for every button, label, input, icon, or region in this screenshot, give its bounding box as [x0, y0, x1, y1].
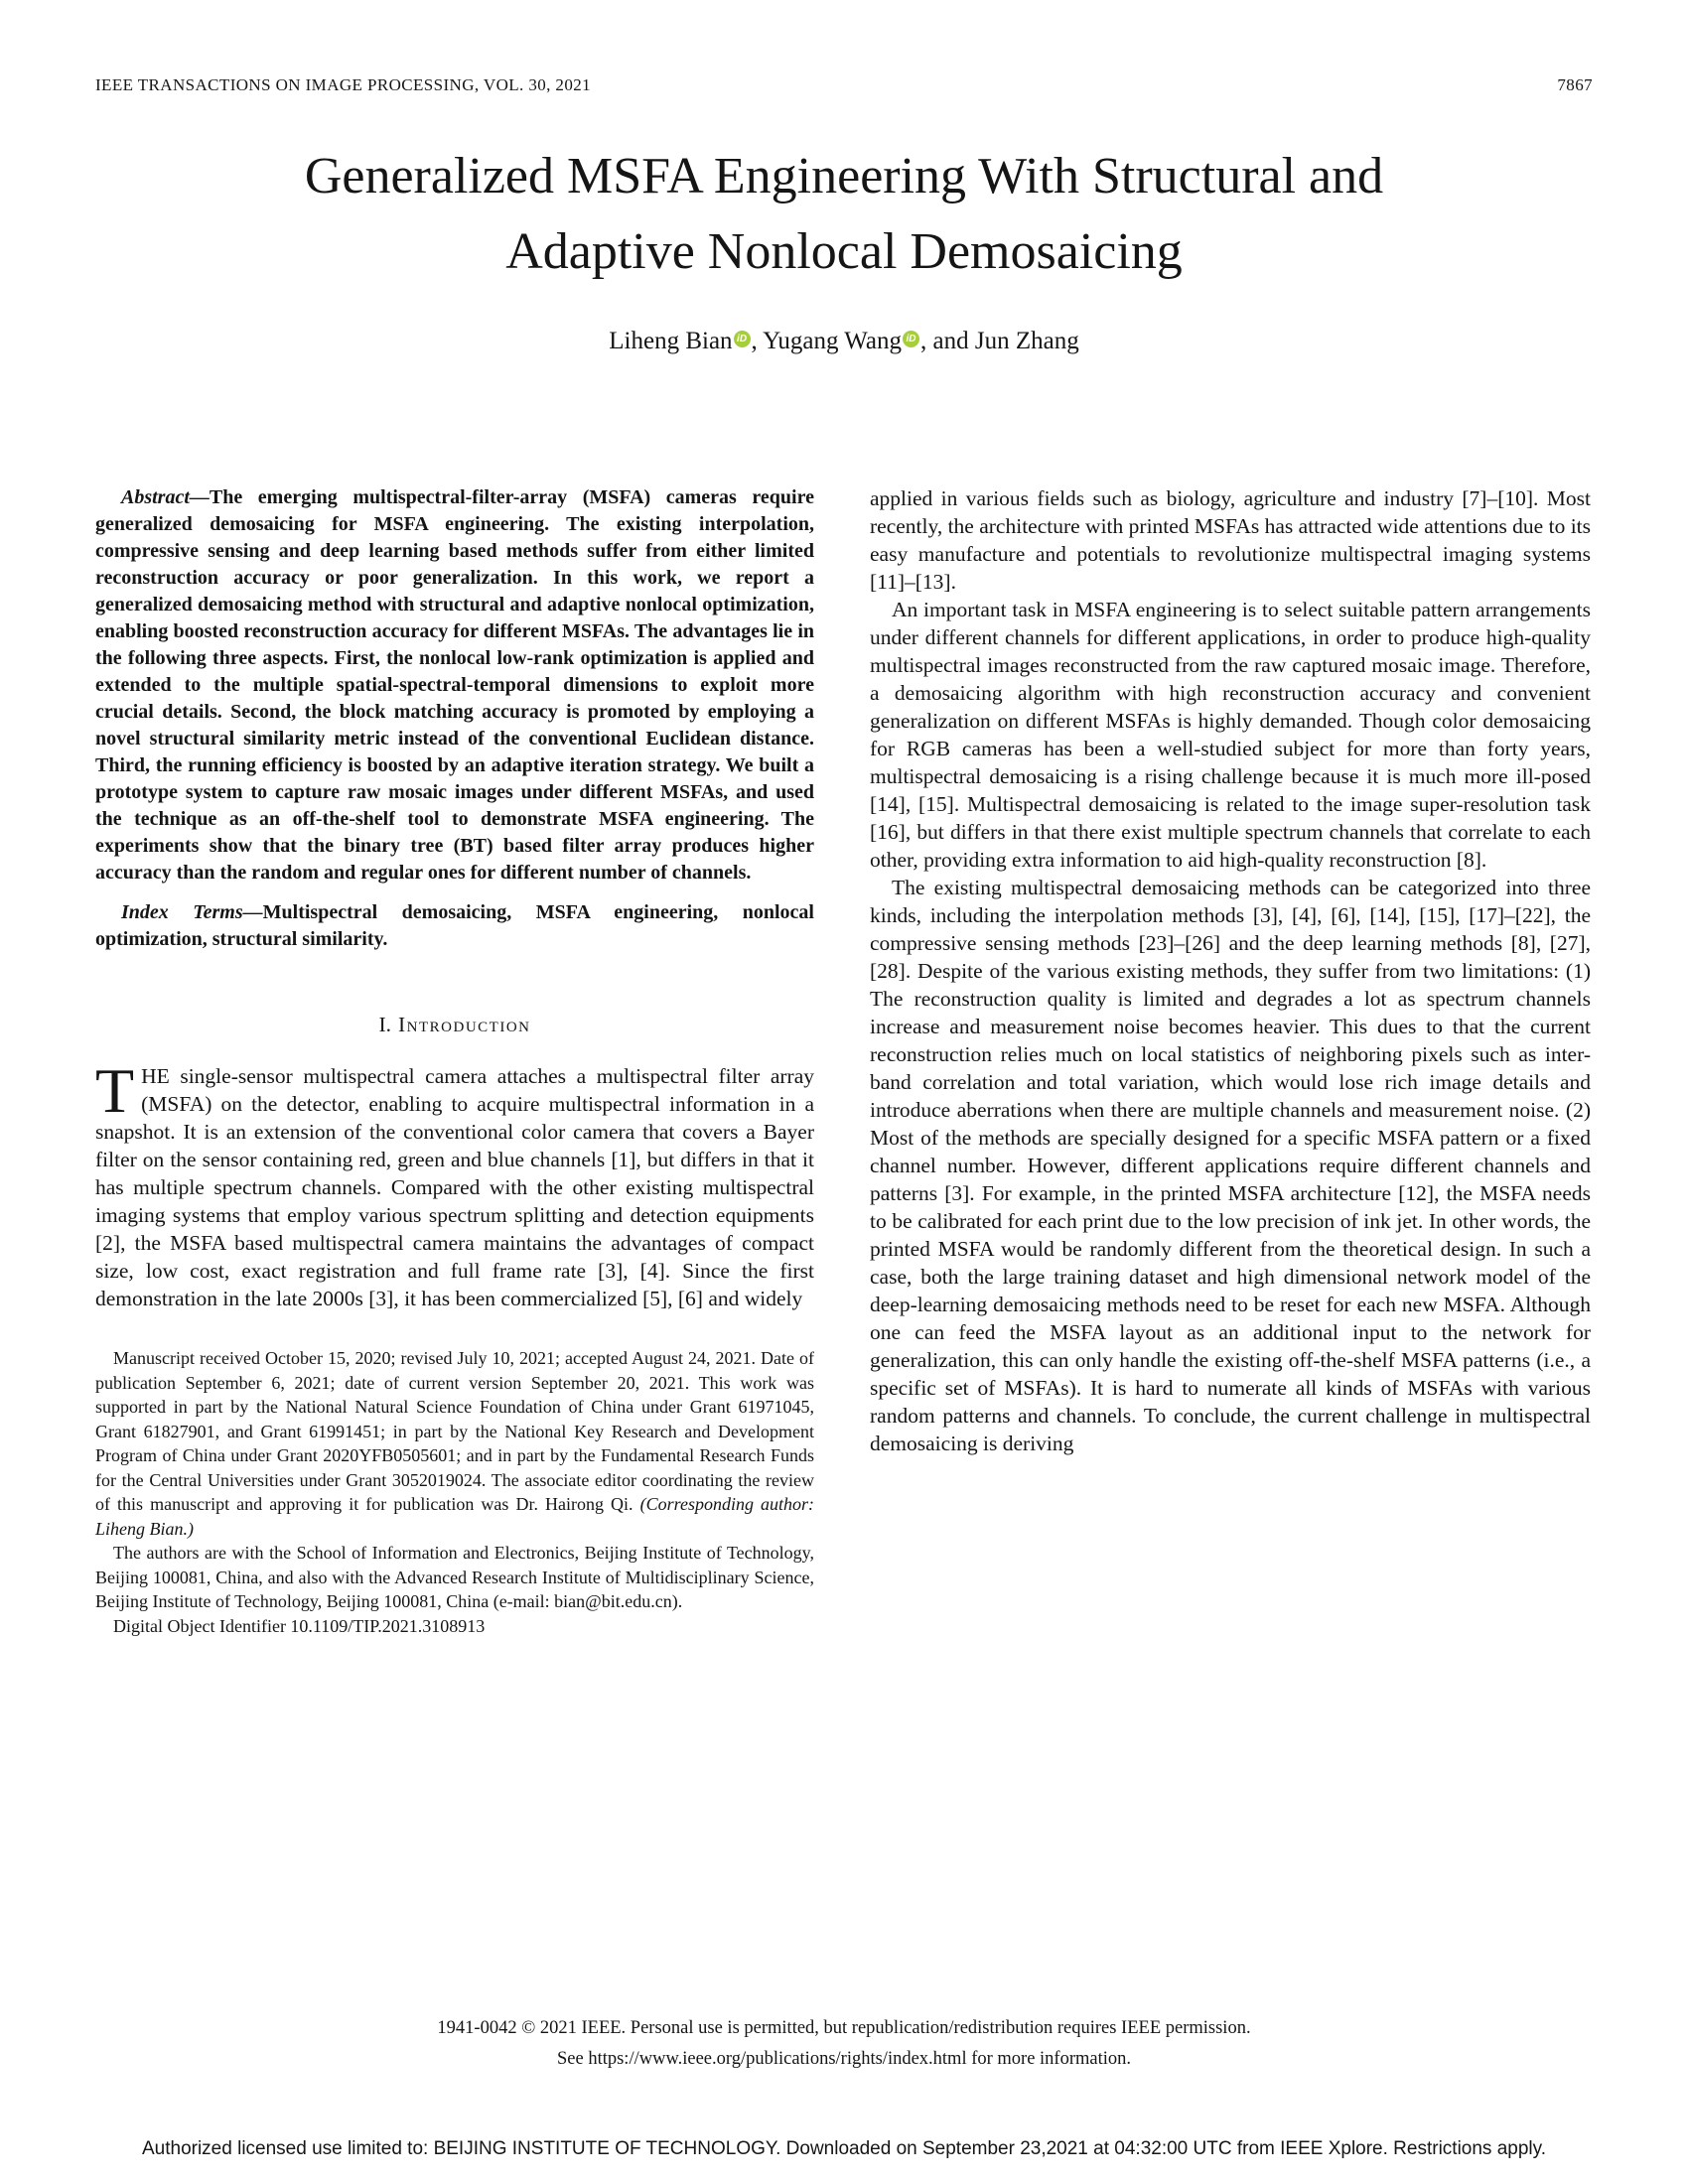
section-number: I.: [378, 1013, 392, 1036]
copyright-footer: [0, 2013, 1688, 2075]
intro-text: single-sensor multispectral camera attaches a multispectral filter array (MSFA) on the detector, enabling to acquire multispectral information in a snapshot. It is an extension of the conventional color camera that covers a Bayer filter on the sensor containing red, green and blue channels [1], but differs in that it has multiple spectrum channels. Compared with the other existing multispectral imaging systems that employ various spectrum splitting and detection equipments [2], the MSFA based multispectral camera maintains the advantages of compact size, low cost, exact registration and full frame rate [3], [4]. Since the first demonstration in the late 2000s [3], it has been commercialized [5], [6] and widely: [95, 1064, 815, 1310]
introduction-paragraph: [95, 1055, 815, 1312]
journal-name: IEEE TRANSACTIONS ON IMAGE PROCESSING, VOL. 30, 2021: [95, 75, 592, 94]
download-license-line: Authorized licensed use limited to: BEIJING INSTITUTE OF TECHNOLOGY. Downloaded on September 23,2021 at 04:32:00 UTC from IEEE Xplore. Restrictions apply.: [141, 2138, 1546, 2159]
right-column: [870, 484, 1591, 1457]
abstract-label: Abstract—: [121, 486, 210, 508]
index-terms-label: Index Terms—: [121, 901, 263, 923]
running-head: [95, 75, 1593, 95]
title-line-1: Generalized MSFA Engineering With Structural and: [304, 148, 1384, 205]
drop-cap: T: [95, 1055, 135, 1126]
section-heading-introduction: [95, 1013, 814, 1037]
corresponding-author-note: (Corresponding author: Liheng Bian.): [95, 1494, 815, 1539]
footnote-doi: Digital Object Identifier 10.1109/TIP.2021.3108913: [113, 1615, 486, 1636]
body-paragraph: The existing multispectral demosaicing methods can be categorized into three kinds, including the interpolation methods [3], [4], [6], [14], [15], [17]–[22], the compressive sensing methods [23]–[26] and the deep learning methods [8], [27], [28]. Despite of the various existing methods, they suffer from two limitations: (1) The reconstruction quality is limited and degrades a lot as spectrum channels increase and measurement noise becomes heavier. This dues to that the current reconstruction relies much on local statistics of neighboring pixels such as inter-band correlation and total variation, which would lose rich image details and introduce aberrations when there are multiple channels and measurement noise. (2) Most of the methods are specially designed for a specific MSFA pattern or a fixed channel number. However, different applications require different channels and patterns [3]. For example, in the printed MSFA architecture [12], the MSFA needs to be calibrated for each print due to the low precision of ink jet. In other words, the printed MSFA would be randomly different from the theoretical design. In such a case, both the large training dataset and high dimensional network model of the deep-learning demosaicing methods need to be reset for each new MSFA. Although one can feed the MSFA layout as an additional input to the network for generalization, this can only handle the existing off-the-shelf MSFA patterns (i.e., a specific set of MSFAs). It is hard to numerate all kinds of MSFAs with various random patterns and channels. To conclude, the current challenge in multispectral demosaicing is deriving: [870, 876, 1591, 1455]
intro-lead-caps: HE: [141, 1064, 170, 1088]
title-line-2: Adaptive Nonlocal Demosaicing: [505, 223, 1183, 280]
rights-url-line: See https://www.ieee.org/publications/rights/index.html for more information.: [556, 2049, 1132, 2069]
page-number: 7867: [1557, 75, 1593, 94]
orcid-icon[interactable]: iD: [734, 331, 751, 347]
left-column: [95, 484, 814, 1638]
author-name: Liheng Bian: [609, 328, 733, 354]
author-separator: ,: [751, 328, 764, 354]
body-paragraph-continuation: applied in various fields such as biology, agriculture and industry [7]–[10]. Most recently, the architecture with printed MSFAs has attracted wide attentions due to its easy manufacture and potentials to revolutionize multispectral imaging systems [11]–[13].: [870, 486, 1592, 594]
body-paragraph: An important task in MSFA engineering is to select suitable pattern arrangements under different channels for different applications, in order to produce high-quality multispectral images reconstructed from the raw captured mosaic image. Therefore, a demosaicing algorithm with high reconstruction accuracy and convenient generalization on different MSFAs is highly demanded. Though color demosaicing for RGB cameras has been a well-studied subject for more than forty years, multispectral demosaicing is a rising challenge because it is much more ill-posed [14], [15]. Multispectral demosaicing is related to the image super-resolution task [16], but differs in that there exist multiple spectrum channels that correlate to each other, providing extra information to aid high-quality reconstruction [8].: [870, 598, 1591, 872]
paper-title: [0, 139, 1688, 290]
index-terms-paragraph: [95, 899, 814, 953]
author-name: Jun Zhang: [974, 328, 1079, 354]
abstract-text: The emerging multispectral-filter-array (MSFA) cameras require generalized demosaicing for MSFA engineering. The existing interpolation, compressive sensing and deep learning based methods suffer from either limited reconstruction accuracy or poor generalization. In this work, we report a generalized demosaicing method with structural and adaptive nonlocal optimization, enabling boosted reconstruction accuracy for different MSFAs. The advantages lie in the following three aspects. First, the nonlocal low-rank optimization is applied and extended to the multiple spatial-spectral-temporal dimensions to exploit more crucial details. Second, the block matching accuracy is promoted by employing a novel structural similarity metric instead of the conventional Euclidean distance. Third, the running efficiency is boosted by an adaptive iteration strategy. We built a prototype system to capture raw mosaic images under different MSFAs, and used the technique as an off-the-shelf tool to demonstrate MSFA engineering. The experiments show that the binary tree (BT) based filter array produces higher accuracy than the random and regular ones for different number of channels.: [95, 486, 814, 884]
author-separator: , and: [920, 328, 975, 354]
abstract-paragraph: [95, 484, 814, 887]
first-page-footnotes: [95, 1346, 814, 1638]
footnote-manuscript: [95, 1346, 814, 1541]
copyright-line: 1941-0042 © 2021 IEEE. Personal use is permitted, but republication/redistribution requires IEEE permission.: [437, 2018, 1251, 2038]
author-line: [0, 328, 1688, 355]
orcid-icon[interactable]: iD: [903, 331, 919, 347]
index-terms-text: Multispectral demosaicing, MSFA engineering, nonlocal optimization, structural similarity.: [95, 901, 814, 950]
author-name: Yugang Wang: [763, 328, 902, 354]
section-title: Introduction: [398, 1013, 531, 1036]
footnote-affiliation: The authors are with the School of Information and Electronics, Beijing Institute of Technology, Beijing 100081, China, and also with the Advanced Research Institute of Multidisciplinary Science, Beijing Institute of Technology, Beijing 100081, China (e-mail: bian@bit.edu.cn).: [95, 1543, 814, 1611]
footnote-manuscript-text: Manuscript received October 15, 2020; revised July 10, 2021; accepted August 24, 2021. Date of publication September 6, 2021; date of current version September 20, 2021. This work was supported in part by the National Natural Science Foundation of China under Grant 61971045, Grant 61827901, and Grant 61991451; in part by the National Key Research and Development Program of China under Grant 2020YFB0505601; and in part by the Fundamental Research Funds for the Central Universities under Grant 3052019024. The associate editor coordinating the review of this manuscript and approving it for publication was Dr. Hairong Qi.: [95, 1348, 814, 1514]
